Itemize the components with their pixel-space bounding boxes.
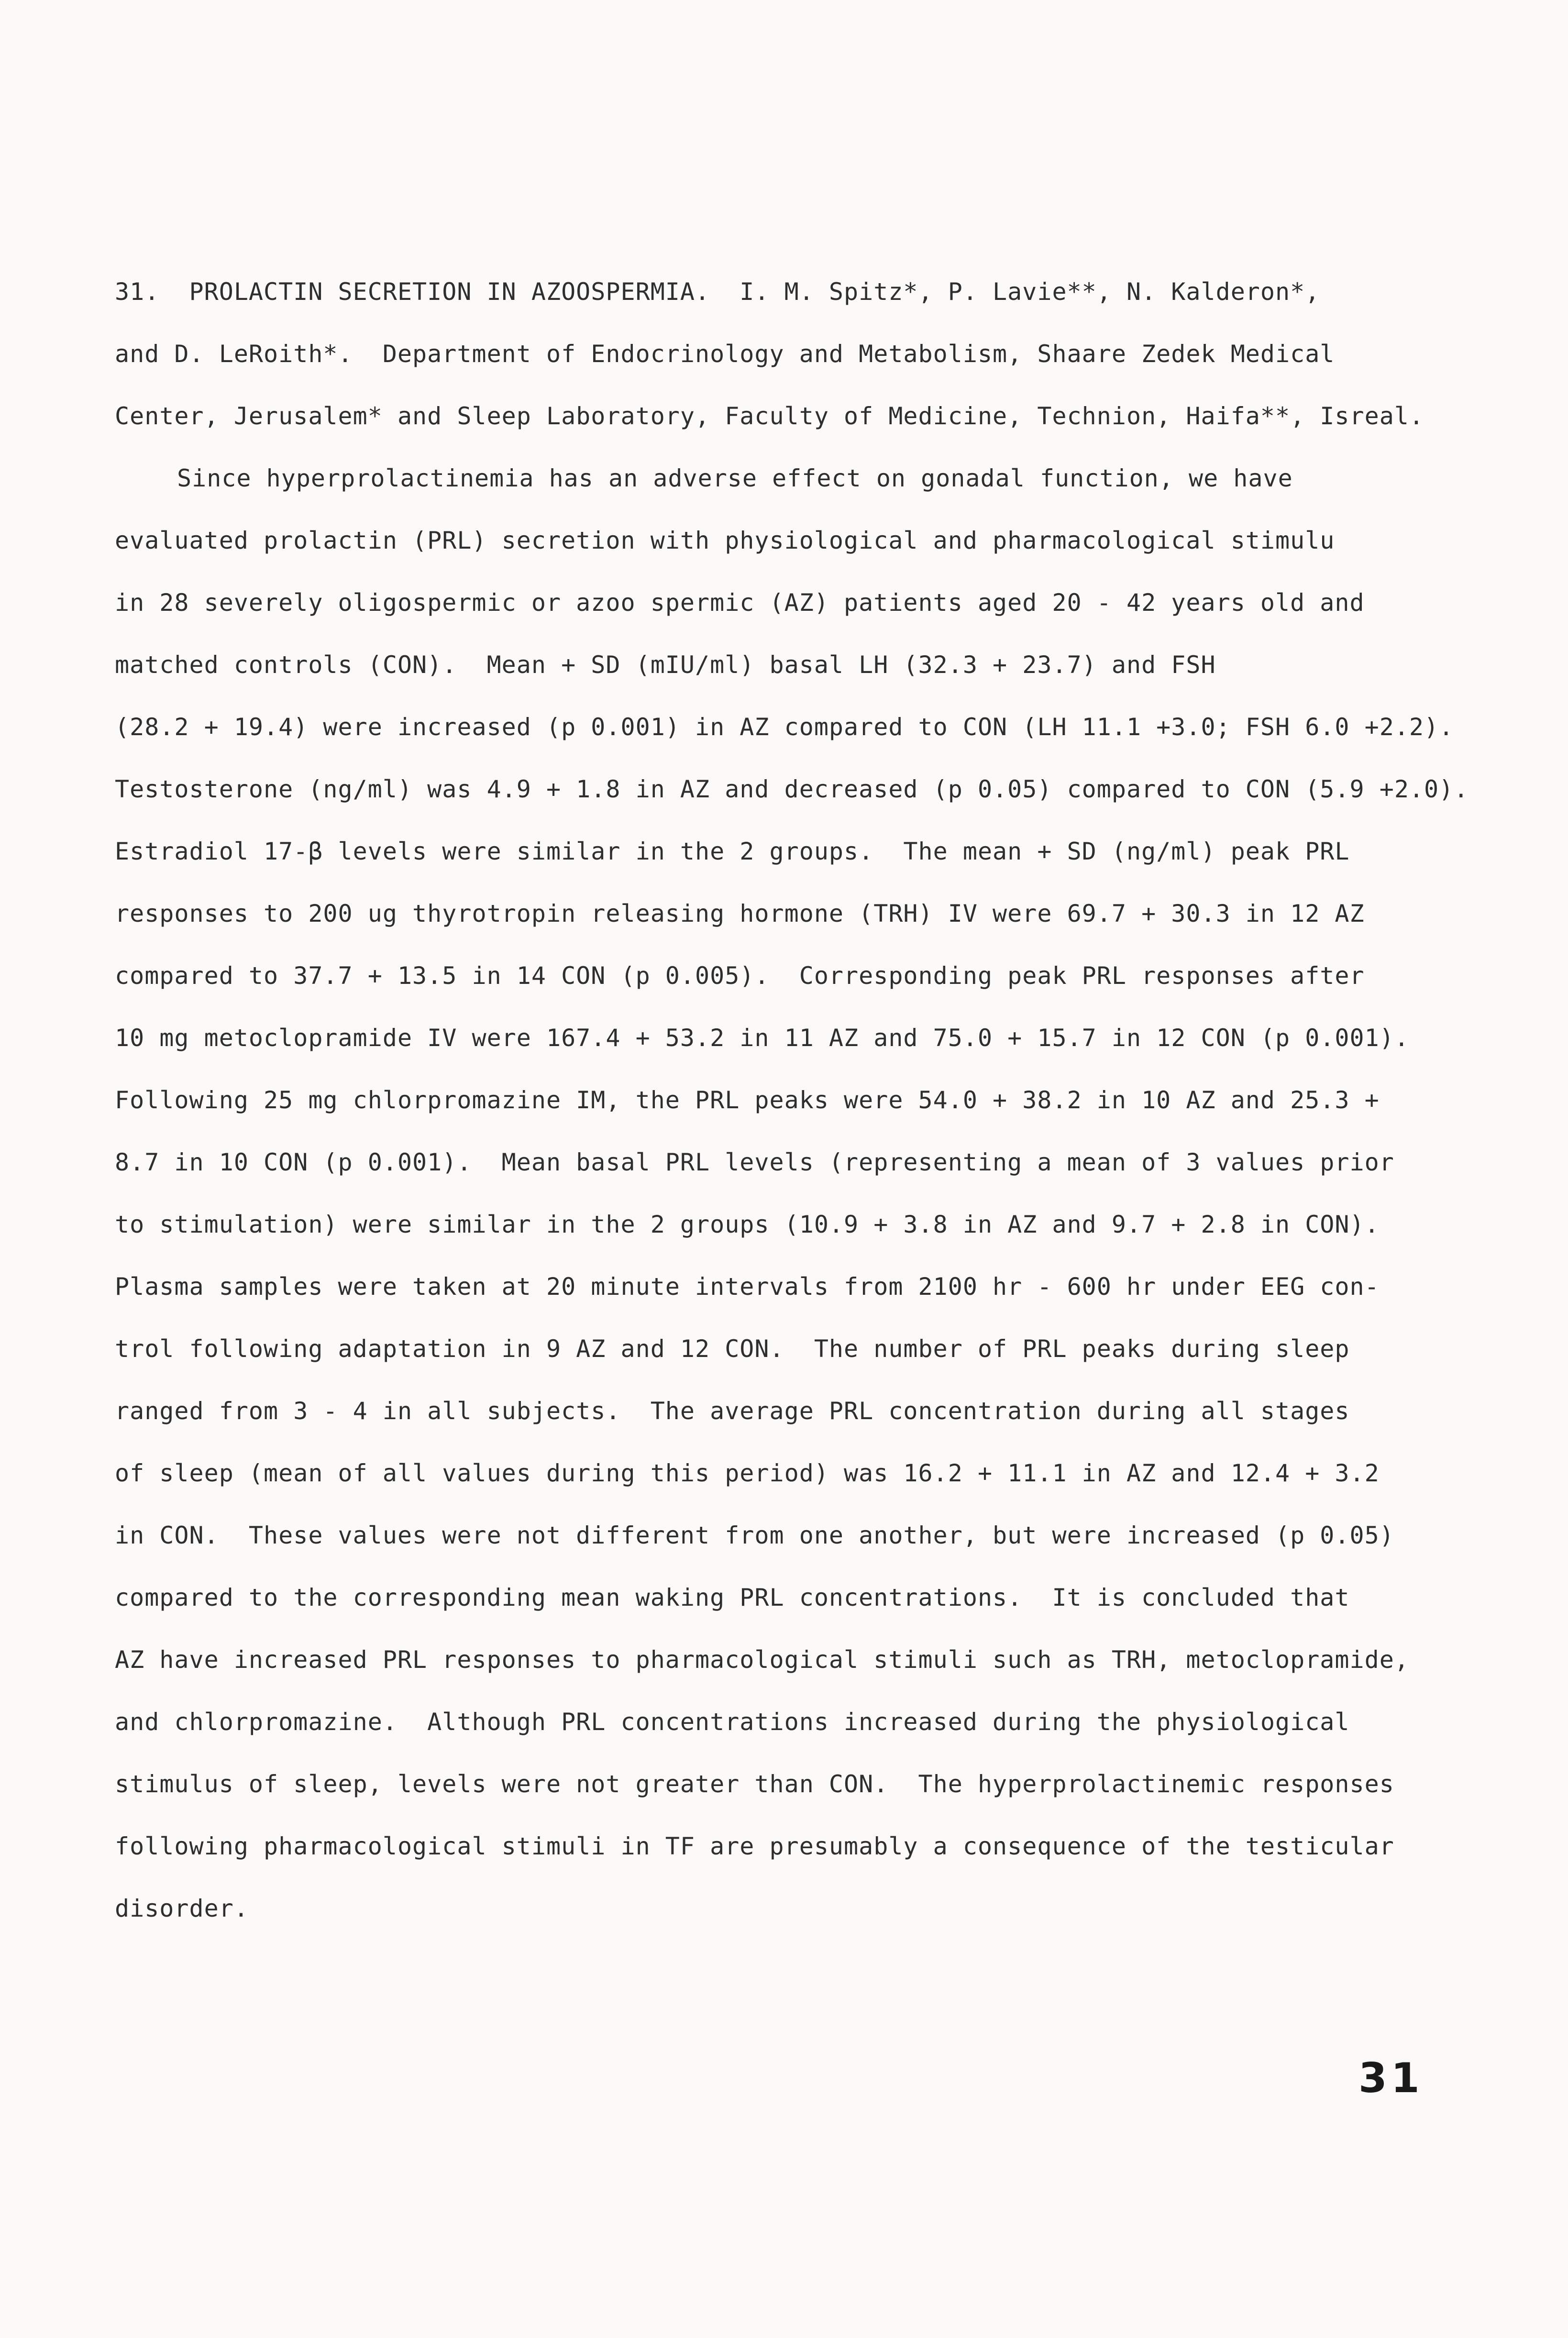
body-line: Testosterone (ng/ml) was 4.9 + 1.8 in AZ and decreased (p 0.05) compared to CON (5.9 +2.0). xyxy=(115,775,1469,803)
body-line: evaluated prolactin (PRL) secretion with physiological and pharmacological stimulu xyxy=(115,527,1335,554)
body-line: disorder. xyxy=(115,1895,249,1922)
body-line: compared to 37.7 + 13.5 in 14 CON (p 0.005). Corresponding peak PRL responses after xyxy=(115,962,1365,990)
body-line: AZ have increased PRL responses to pharmacological stimuli such as TRH, metoclopramide, xyxy=(115,1646,1409,1674)
body-line: Plasma samples were taken at 20 minute intervals from 2100 hr - 600 hr under EEG con- xyxy=(115,1273,1380,1301)
body-line: Since hyperprolactinemia has an adverse effect on gonadal function, we have xyxy=(177,464,1293,492)
body-line: 8.7 in 10 CON (p 0.001). Mean basal PRL levels (representing a mean of 3 values prior xyxy=(115,1148,1394,1176)
body-line: compared to the corresponding mean waking PRL concentrations. It is concluded that xyxy=(115,1584,1350,1611)
header-line-2: and D. LeRoith*. Department of Endocrinology and Metabolism, Shaare Zedek Medical xyxy=(115,340,1335,368)
abstract-text xyxy=(115,261,1502,1940)
body-line: responses to 200 ug thyrotropin releasing hormone (TRH) IV were 69.7 + 30.3 in 12 AZ xyxy=(115,900,1365,927)
body-line: of sleep (mean of all values during this period) was 16.2 + 11.1 in AZ and 12.4 + 3.2 xyxy=(115,1459,1380,1487)
body-line: matched controls (CON). Mean + SD (mIU/ml) basal LH (32.3 + 23.7) and FSH xyxy=(115,651,1216,679)
body-line: Following 25 mg chlorpromazine IM, the PRL peaks were 54.0 + 38.2 in 10 AZ and 25.3 + xyxy=(115,1086,1380,1114)
header-line-3: Center, Jerusalem* and Sleep Laboratory, Faculty of Medicine, Technion, Haifa**, Isreal. xyxy=(115,402,1424,430)
body-line: trol following adaptation in 9 AZ and 12 CON. The number of PRL peaks during sleep xyxy=(115,1335,1350,1363)
body-line: in CON. These values were not different from one another, but were increased (p 0.05) xyxy=(115,1522,1394,1549)
body-line: Estradiol 17-β levels were similar in the 2 groups. The mean + SD (ng/ml) peak PRL xyxy=(115,838,1350,865)
body-line: following pharmacological stimuli in TF are presumably a consequence of the testicular xyxy=(115,1832,1394,1860)
page-number: 31 xyxy=(1358,2054,1424,2102)
body-line: in 28 severely oligospermic or azoo spermic (AZ) patients aged 20 - 42 years old and xyxy=(115,589,1365,617)
body-line: stimulus of sleep, levels were not greater than CON. The hyperprolactinemic responses xyxy=(115,1770,1394,1798)
body-line: 10 mg metoclopramide IV were 167.4 + 53.2 in 11 AZ and 75.0 + 15.7 in 12 CON (p 0.001). xyxy=(115,1024,1409,1052)
body-line: (28.2 + 19.4) were increased (p 0.001) in AZ compared to CON (LH 11.1 +3.0; FSH 6.0 +2.2). xyxy=(115,713,1454,741)
header-line-1: 31. PROLACTIN SECRETION IN AZOOSPERMIA. I. M. Spitz*, P. Lavie**, N. Kalderon*, xyxy=(115,278,1320,306)
body-line: ranged from 3 - 4 in all subjects. The average PRL concentration during all stages xyxy=(115,1397,1350,1425)
body-line: and chlorpromazine. Although PRL concentrations increased during the physiological xyxy=(115,1708,1350,1736)
body-line: to stimulation) were similar in the 2 groups (10.9 + 3.8 in AZ and 9.7 + 2.8 in CON). xyxy=(115,1211,1380,1238)
